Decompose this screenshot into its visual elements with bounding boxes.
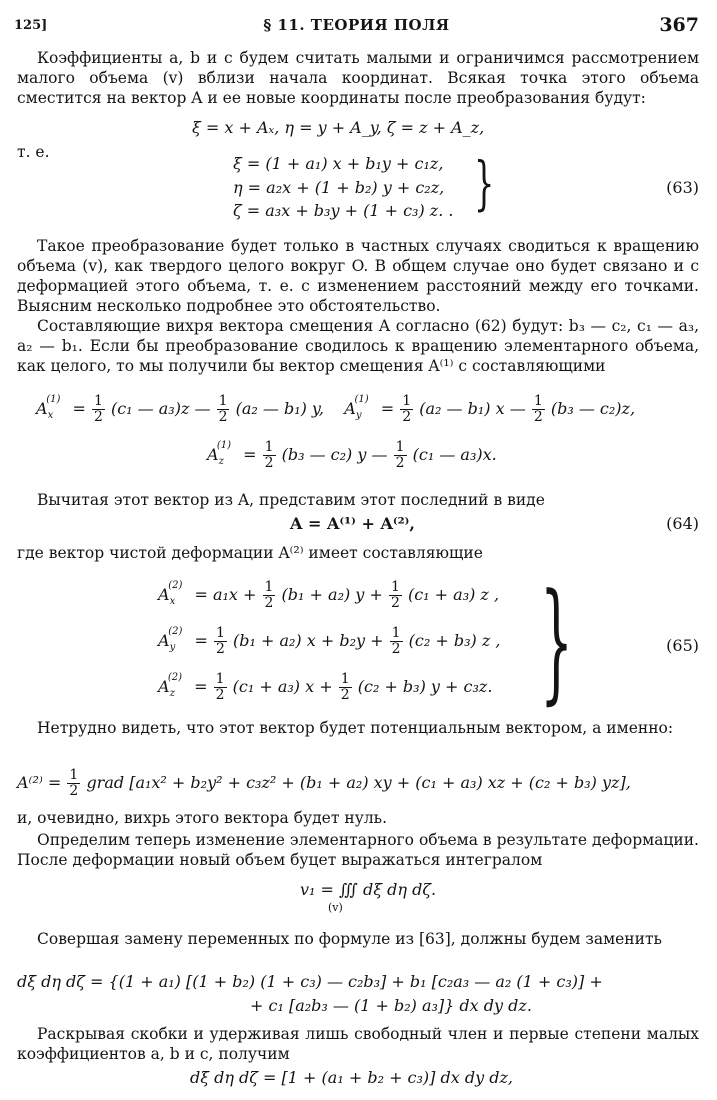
equation-shift: ξ = x + Aₓ, η = y + A_y, ζ = z + A_z, — [192, 118, 485, 137]
equation-a2x: $A_x^{(2)} = a_1x$ + $\frac{1}{2}$ (b₁ + a₂) y + $\frac{1}{2}$ (c₁ + a₃) z , — [158, 579, 500, 611]
paragraph-expansion: Раскрывая скобки и удерживая лишь свободный член и первые степени малых коэффициентов a, b и c, получим — [17, 1025, 699, 1063]
equation-number-63: (63) — [666, 178, 699, 197]
paragraph-intro: Коэффициенты a, b и c будем считать малыми и ограничимся рассмотрением малого объема (v) вблизи начала координат. Всякая точка этого объема сместится на вектор A и ее новые координаты после преобразования будут: — [17, 49, 699, 107]
equation-a1z: $A_z^{(1)}$ = $\frac{1}{2}$ (b₃ — c₂) y — $\frac{1}{2}$ (c₁ — a₃)x. — [207, 439, 497, 471]
paragraph-pure-deformation: где вектор чистой деформации A⁽²⁾ имеет составляющие — [17, 544, 483, 562]
equation-a2y: $A_y^{(2)}$ = $\frac{1}{2}$ (b₁ + a₂) x + b₂y + $\frac{1}{2}$ (c₂ + b₃) z , — [158, 625, 501, 657]
fraction-half: $\frac{1}{2}$ — [218, 393, 228, 425]
right-brace-63: } — [474, 149, 495, 217]
paragraph-rotation: Такое преобразование будет только в частных случаях сводиться к вращению объема (v), как твердого целого вокруг O. В общем случае оно будет связано и с деформацией этого объема, т. е. с изменением расстояний между его точками. Выясним несколько подробнее это обстоятельство. — [17, 237, 699, 315]
fraction-half: $\frac{1}{2}$ — [340, 671, 350, 703]
fraction-half: $\frac{1}{2}$ — [215, 625, 225, 657]
equation-64: A = A⁽¹⁾ + A⁽²⁾, — [290, 514, 415, 533]
equation-a2z: $A_z^{(2)}$ = $\frac{1}{2}$ (c₁ + a₃) x + $\frac{1}{2}$ (c₂ + b₃) y + c₃z. — [158, 671, 493, 703]
fraction-half: $\frac{1}{2}$ — [215, 671, 225, 703]
fraction-half: $\frac{1}{2}$ — [533, 393, 543, 425]
integral-domain-label: (v) — [328, 901, 343, 914]
fraction-half: $\frac{1}{2}$ — [402, 393, 412, 425]
page-number: 367 — [659, 14, 699, 36]
equation-a1x: $A_x^{(1)}$ = $\frac{1}{2}$ (c₁ — a₃)z — $\frac{1}{2}$ (a₂ — b₁) y, $A_y^{(1)}$ = $\frac{1}{2}$ (a₂ — b₁) x — $\frac{1}{2}$ (b₃ — c₂)z, — [36, 393, 636, 425]
running-header — [14, 14, 699, 40]
paragraph-zero-curl: и, очевидно, вихрь этого вектора будет нуль. — [17, 809, 388, 827]
fraction-half: $\frac{1}{2}$ — [69, 767, 79, 799]
equation-63-line2: η = a₂x + (1 + b₂) y + c₂z, — [233, 178, 445, 197]
equation-63-line1: ξ = (1 + a₁) x + b₁y + c₁z, — [233, 154, 444, 173]
fraction-half: $\frac{1}{2}$ — [264, 579, 274, 611]
fraction-half: $\frac{1}{2}$ — [264, 439, 274, 471]
equation-grad: A⁽²⁾ = $\frac{1}{2}$ grad [a₁x² + b₂y² + c₃z² + (b₁ + a₂) xy + (c₁ + a₃) xz + (c₂ + b₃) yz], — [17, 767, 631, 799]
equation-63-line3: ζ = a₃x + b₃y + (1 + c₃) z. . — [233, 201, 454, 220]
paragraph-subtract: Вычитая этот вектор из A, представим этот последний в виде — [37, 491, 545, 509]
equation-jacobian-line1: dξ dη dζ = {(1 + a₁) [(1 + b₂) (1 + c₃) — c₂b₃] + b₁ [c₂a₃ — a₂ (1 + c₃)] + — [17, 972, 603, 991]
section-title: § 11. ТЕОРИЯ ПОЛЯ — [263, 16, 450, 34]
fraction-half: $\frac{1}{2}$ — [395, 439, 405, 471]
equation-jacobian-line2: + c₁ [a₂b₃ — (1 + b₂) a₃]} dx dy dz. — [250, 996, 532, 1015]
fraction-half: $\frac{1}{2}$ — [391, 625, 401, 657]
header-left-label: 125] — [14, 18, 48, 33]
equation-number-65: (65) — [666, 636, 699, 655]
right-brace-65: } — [540, 565, 574, 717]
paragraph-volume-change: Определим теперь изменение элементарного объема в результате деформации. После деформации новый объем буцет выражаться интегралом — [17, 831, 699, 869]
paragraph-potential: Нетрудно видеть, что этот вектор будет потенциальным вектором, а именно: — [37, 719, 674, 737]
equation-final: dξ dη dζ = [1 + (a₁ + b₂ + c₃)] dx dy dz, — [190, 1068, 513, 1087]
fraction-half: $\frac{1}{2}$ — [93, 393, 103, 425]
paragraph-substitution: Совершая замену переменных по формуле из [63], должны будем заменить — [37, 930, 662, 948]
te-label: т. е. — [17, 143, 50, 161]
fraction-half: $\frac{1}{2}$ — [390, 579, 400, 611]
equation-number-64: (64) — [666, 514, 699, 533]
equation-v1: v₁ = ∭ dξ dη dζ. — [300, 880, 437, 899]
paragraph-curl: Составляющие вихря вектора смещения A согласно (62) будут: b₃ — c₂, c₁ — a₃, a₂ — b₁. Если бы преобразование сводилось к вращению элементарного объема, как целого, то мы получили бы вектор смещения A⁽¹⁾ с составляющими — [17, 317, 699, 375]
